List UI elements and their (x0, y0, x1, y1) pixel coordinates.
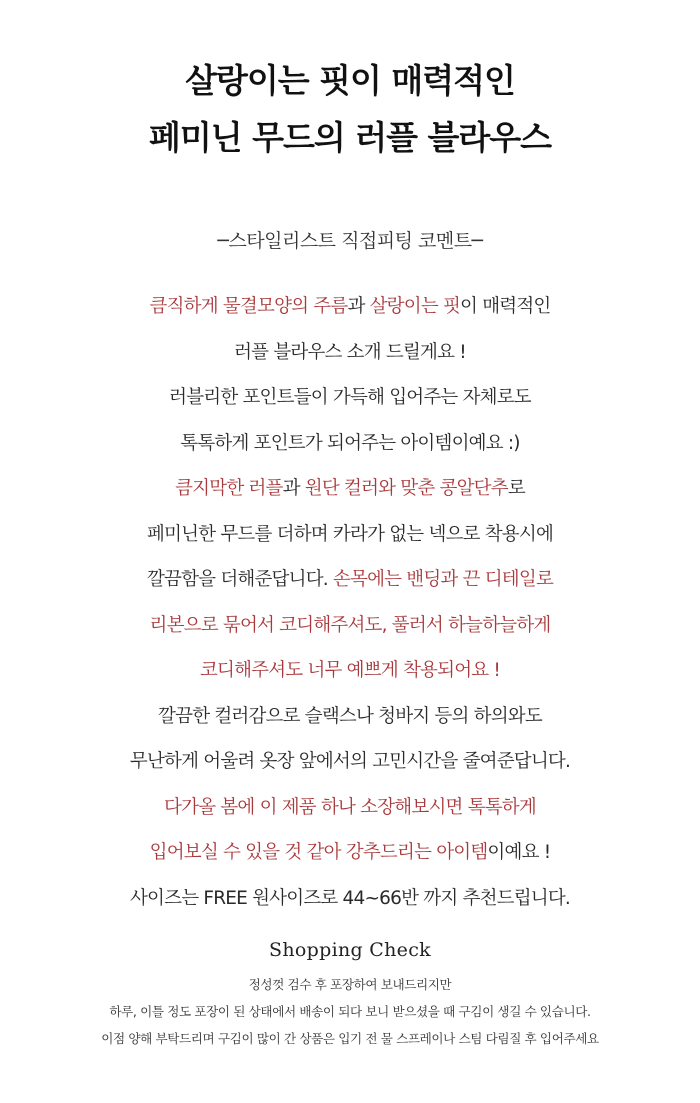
headline-line-1: 살랑이는 핏이 매력적인 (185, 61, 515, 100)
shopping-check-note: 하루, 이틀 정도 포장이 된 상태에서 배송이 되다 보니 받으셨을 때 구김이 생길 수 있습니다. (109, 1004, 591, 1019)
comment-text: 러블리한 포인트들이 가득해 입어주는 자체로도 (169, 387, 531, 408)
comment-line (0, 830, 700, 876)
comment-line (0, 421, 700, 467)
comment-text: 깔끔한 컬러감으로 슬랙스나 청바지 등의 하의와도 (158, 705, 542, 727)
headline (0, 52, 700, 166)
comment-text: 러플 블라우스 소개 드릴게요 ! (234, 341, 466, 363)
comment-highlight-text: 손목에는 밴딩과 끈 디테일로 (332, 569, 554, 590)
comment-line (0, 375, 700, 421)
comment-line (0, 512, 700, 558)
comment-text: 이 매력적인 (460, 296, 551, 317)
comment-text: 이예요 ! (487, 842, 551, 863)
comment-text: 페미닌한 무드를 더하며 카라가 없는 넥으로 착용시에 (146, 523, 554, 545)
shopping-check-notes (0, 971, 700, 1052)
shopping-check-title: Shopping Check (269, 939, 431, 961)
comment-highlight-text: 입어보실 수 있을 것 같아 강추드리는 아이템 (149, 842, 488, 863)
stylist-comment-label: ─스타일리스트 직접피팅 코멘트─ (217, 230, 483, 252)
comment-text: 사이즈는 FREE 원사이즈로 44~66반 까지 추천드립니다. (129, 887, 571, 909)
comment-text: 깔끔함을 더해준답니다. (146, 569, 333, 590)
comment-line (0, 557, 700, 603)
stylist-comment (0, 284, 700, 921)
comment-highlight-text: 큼지막한 러플 (175, 478, 283, 499)
comment-highlight-text: 코디해주셔도 너무 예쁘게 착용되어요 ! (199, 660, 501, 681)
comment-highlight-text: 다가올 봄에 이 제품 하나 소장해보시면 톡톡하게 (164, 796, 536, 818)
comment-highlight-text: 원단 컬러와 맞춘 콩알단추 (304, 478, 508, 499)
comment-highlight-text: 리본으로 묶어서 코디해주셔도, 풀러서 하늘하늘하게 (149, 614, 551, 636)
comment-text: 톡톡하게 포인트가 되어주는 아이템이예요 :) (180, 432, 520, 454)
headline-line-2: 페미닌 무드의 러플 블라우스 (148, 118, 551, 157)
comment-highlight-text: 살랑이는 핏 (369, 296, 461, 317)
comment-line (0, 648, 700, 694)
comment-text: 로 (507, 478, 525, 499)
comment-line (0, 466, 700, 512)
comment-line (0, 330, 700, 376)
comment-line (0, 603, 700, 649)
comment-text: 무난하게 어울려 옷장 앞에서의 고민시간을 줄여준답니다. (129, 751, 571, 772)
comment-line (0, 739, 700, 785)
comment-line (0, 785, 700, 831)
shopping-check-note: 정성껏 검수 후 포장하여 보내드리지만 (248, 977, 452, 992)
comment-highlight-text: 큼직하게 물결모양의 주름 (149, 296, 348, 317)
comment-line (0, 876, 700, 922)
shopping-check-note: 이점 양해 부탁드리며 구김이 많이 간 상품은 입기 전 물 스프레이나 스팀 다림질 후 입어주세요 (101, 1031, 599, 1046)
comment-line (0, 284, 700, 330)
comment-text: 과 (347, 296, 370, 317)
comment-text: 과 (282, 478, 305, 499)
comment-line (0, 694, 700, 740)
